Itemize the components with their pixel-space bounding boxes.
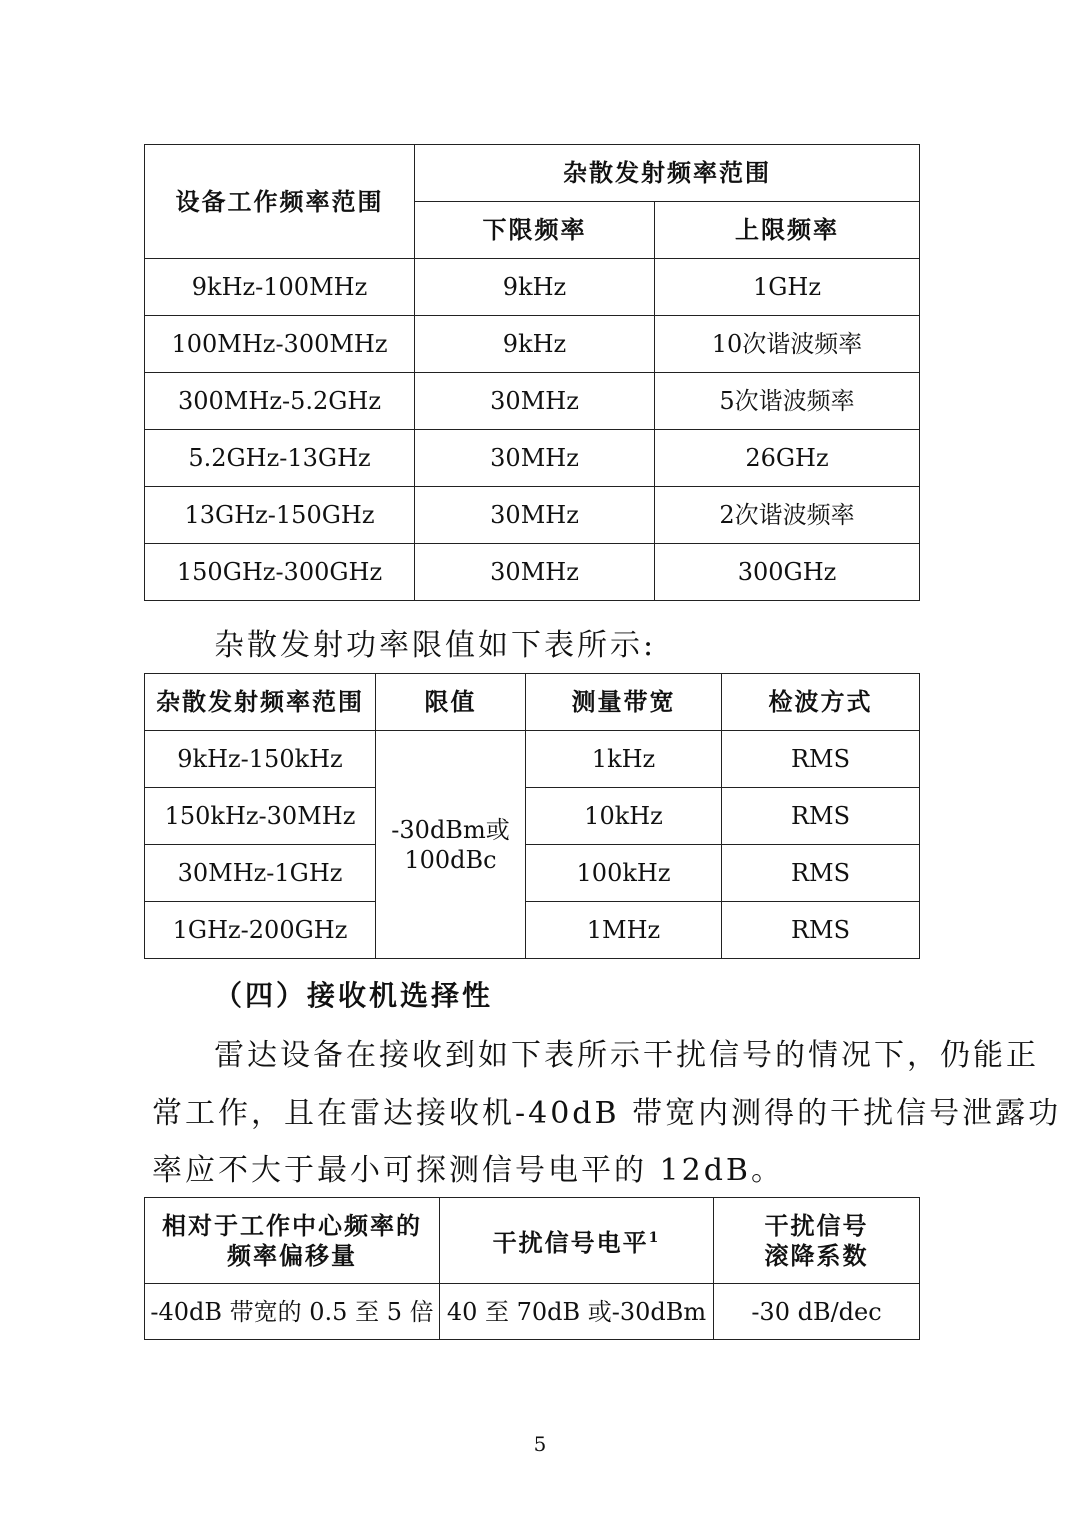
table-row xyxy=(145,845,920,902)
table-row xyxy=(145,430,920,487)
header-offset-line-2: 频率偏移量 xyxy=(227,1240,357,1270)
header-interference-level xyxy=(440,1198,714,1284)
cell-upper: 5次谐波频率 xyxy=(655,373,920,430)
header-upper-frequency: 上限频率 xyxy=(655,202,920,259)
header-detection-mode: 检波方式 xyxy=(722,674,920,731)
table-row xyxy=(145,487,920,544)
table-row xyxy=(145,902,920,959)
header-rolloff xyxy=(714,1198,920,1284)
cell-range: 300MHz-5.2GHz xyxy=(145,373,415,430)
cell-upper: 300GHz xyxy=(655,544,920,601)
header-spurious-range: 杂散发射频率范围 xyxy=(415,145,920,202)
cell-detection: RMS xyxy=(722,902,920,959)
cell-range: 9kHz-100MHz xyxy=(145,259,415,316)
limit-line-2: 100dBc xyxy=(404,845,497,874)
cell-bandwidth: 1kHz xyxy=(526,731,722,788)
cell-limit xyxy=(376,731,526,959)
header-level-text: 干扰信号电平 xyxy=(492,1228,649,1257)
cell-detection: RMS xyxy=(722,788,920,845)
header-offset-line-1: 相对于工作中心频率的 xyxy=(162,1210,422,1240)
header-device-range: 设备工作频率范围 xyxy=(145,145,415,259)
table-row xyxy=(145,259,920,316)
cell-detection: RMS xyxy=(722,731,920,788)
cell-upper: 2次谐波频率 xyxy=(655,487,920,544)
cell-lower: 9kHz xyxy=(415,259,655,316)
header-measurement-bandwidth: 测量带宽 xyxy=(526,674,722,731)
cell-range: 13GHz-150GHz xyxy=(145,487,415,544)
page-number: 5 xyxy=(533,1432,547,1456)
table-row xyxy=(145,373,920,430)
cell-upper: 10次谐波频率 xyxy=(655,316,920,373)
cell-bandwidth: 1MHz xyxy=(526,902,722,959)
header-rolloff-line-2: 滚降系数 xyxy=(764,1240,869,1270)
cell-range: 5.2GHz-13GHz xyxy=(145,430,415,487)
header-limit: 限值 xyxy=(376,674,526,731)
cell-upper: 1GHz xyxy=(655,259,920,316)
power-limit-intro: 杂散发射功率限值如下表所示: xyxy=(214,628,657,663)
cell-range: 9kHz-150kHz xyxy=(145,731,376,788)
paragraph-line-3: 率应不大于最小可探测信号电平的 12dB。 xyxy=(152,1153,784,1188)
cell-lower: 30MHz xyxy=(415,373,655,430)
paragraph-line-1: 雷达设备在接收到如下表所示干扰信号的情况下，仍能正 xyxy=(214,1038,1039,1073)
cell-range: 30MHz-1GHz xyxy=(145,845,376,902)
table-row xyxy=(145,316,920,373)
header-rolloff-line-1: 干扰信号 xyxy=(764,1210,869,1240)
table-row xyxy=(145,731,920,788)
cell-range: 100MHz-300MHz xyxy=(145,316,415,373)
cell-bandwidth: 10kHz xyxy=(526,788,722,845)
receiver-selectivity-table xyxy=(144,1197,920,1340)
cell-rolloff: -30 dB/dec xyxy=(714,1284,920,1340)
table-row xyxy=(145,544,920,601)
cell-bandwidth: 100kHz xyxy=(526,845,722,902)
cell-level: 40 至 70dB 或-30dBm xyxy=(440,1284,714,1340)
spurious-power-limit-table xyxy=(144,673,920,959)
cell-offset: -40dB 带宽的 0.5 至 5 倍 xyxy=(145,1284,440,1340)
limit-line-1: -30dBm或 xyxy=(391,815,510,844)
table-row xyxy=(145,788,920,845)
cell-range: 150kHz-30MHz xyxy=(145,788,376,845)
cell-lower: 30MHz xyxy=(415,544,655,601)
cell-range: 150GHz-300GHz xyxy=(145,544,415,601)
spurious-frequency-range-table xyxy=(144,144,920,601)
header-frequency-offset xyxy=(145,1198,440,1284)
header-lower-frequency: 下限频率 xyxy=(415,202,655,259)
header-spurious-range: 杂散发射频率范围 xyxy=(145,674,376,731)
footnote-marker: 1 xyxy=(648,1230,661,1246)
cell-lower: 9kHz xyxy=(415,316,655,373)
cell-upper: 26GHz xyxy=(655,430,920,487)
paragraph-line-2: 常工作，且在雷达接收机-40dB 带宽内测得的干扰信号泄露功 xyxy=(152,1096,1062,1131)
cell-detection: RMS xyxy=(722,845,920,902)
table-row xyxy=(145,1284,920,1340)
cell-lower: 30MHz xyxy=(415,430,655,487)
section-heading: （四）接收机选择性 xyxy=(214,979,494,1012)
cell-range: 1GHz-200GHz xyxy=(145,902,376,959)
cell-lower: 30MHz xyxy=(415,487,655,544)
